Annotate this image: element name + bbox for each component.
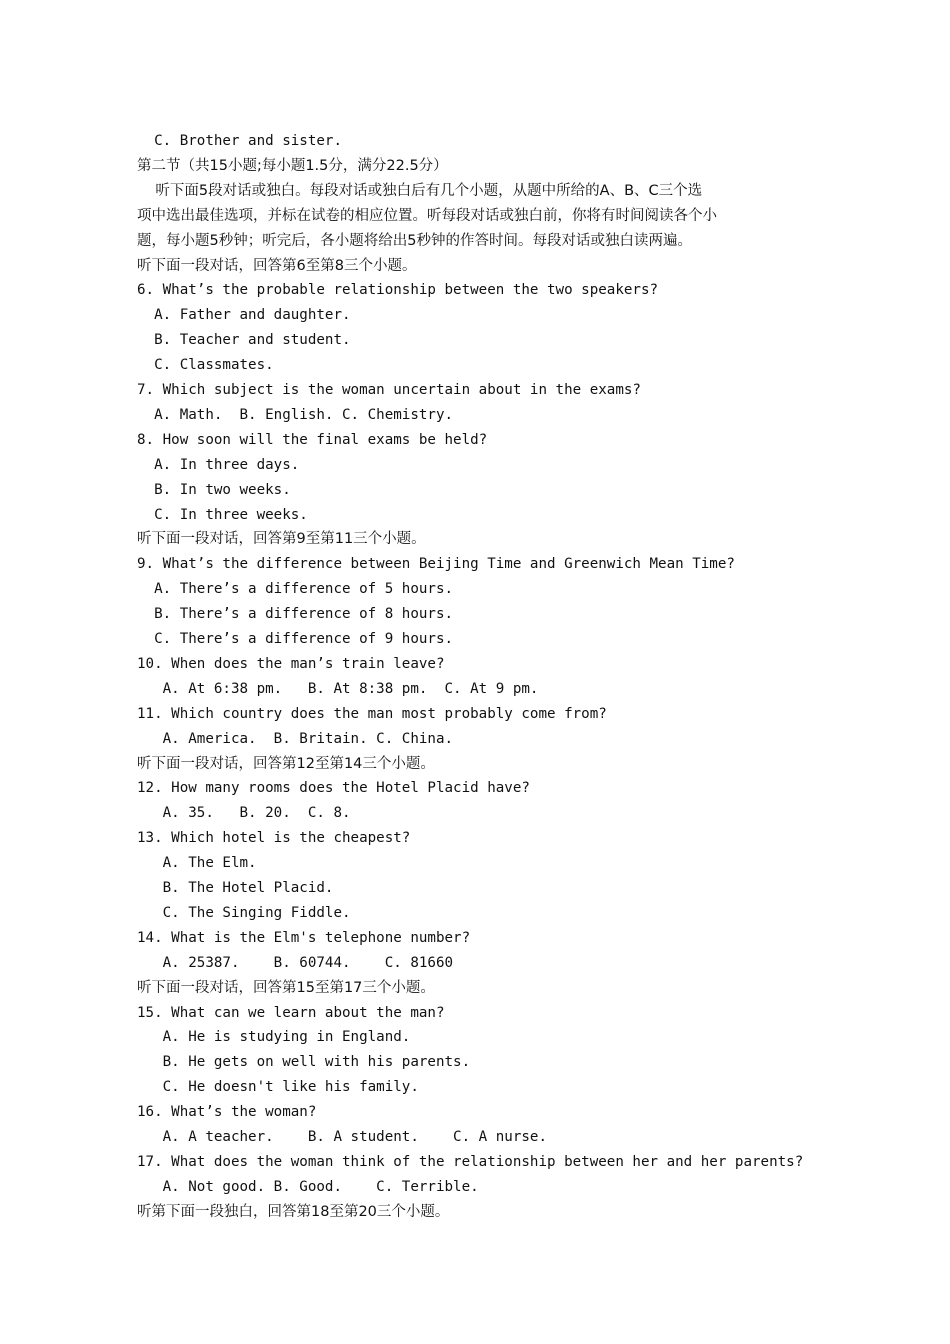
text-line: 听下面一段对话，回答第12至第14三个小题。: [137, 755, 435, 772]
text-line: A. America. B. Britain. C. China.: [137, 730, 454, 747]
text-line: A. At 6:38 pm. B. At 8:38 pm. C. At 9 pm.: [137, 680, 539, 697]
text-line: 15. What can we learn about the man?: [137, 1004, 445, 1021]
text-line: B. In two weeks.: [137, 481, 291, 498]
text-line: 16. What’s the woman?: [137, 1104, 317, 1121]
text-line: 12. How many rooms does the Hotel Placid have?: [137, 780, 530, 797]
text-line: C. Brother and sister.: [137, 133, 342, 149]
text-line: A. The Elm.: [137, 855, 257, 872]
text-line: 听下面一段对话，回答第6至第8三个小题。: [137, 257, 417, 274]
text-line: C. The Singing Fiddle.: [137, 904, 351, 921]
text-line: 听下面一段对话，回答第9至第11三个小题。: [137, 531, 426, 548]
text-line: 第二节（共15小题;每小题1.5分，满分22.5分）: [137, 157, 448, 174]
text-line: 项中选出最佳选项，并标在试卷的相应位置。听每段对话或独白前，你将有时间阅读各个小: [137, 207, 717, 224]
text-line: 13. Which hotel is the cheapest?: [137, 830, 411, 847]
text-line: B. He gets on well with his parents.: [137, 1054, 471, 1071]
text-line: 听下面5段对话或独白。每段对话或独白后有几个小题，从题中所给的A、B、C三个选: [137, 182, 703, 199]
text-line: A. Not good. B. Good. C. Terrible.: [137, 1178, 479, 1195]
text-line: 题，每小题5秒钟；听完后，各小题将给出5秒钟的作答时间。每段对话或独白读两遍。: [137, 232, 692, 249]
text-line: 6. What’s the probable relationship between the two speakers?: [137, 282, 659, 299]
text-line: A. 35. B. 20. C. 8.: [137, 805, 351, 822]
text-line: A. Math. B. English. C. Chemistry.: [137, 406, 454, 423]
text-line: A. In three days.: [137, 456, 300, 473]
text-line: 听下面一段对话，回答第15至第17三个小题。: [137, 979, 435, 996]
text-line: 7. Which subject is the woman uncertain about in the exams?: [137, 382, 641, 398]
text-line: A. A teacher. B. A student. C. A nurse.: [137, 1129, 547, 1145]
text-line: B. There’s a difference of 8 hours.: [137, 606, 454, 623]
text-line: 14. What is the Elm's telephone number?: [137, 929, 471, 946]
text-line: B. Teacher and student.: [137, 332, 351, 349]
text-line: 10. When does the man’s train leave?: [137, 655, 445, 672]
text-line: 17. What does the woman think of the relationship between her and her parents?: [137, 1153, 804, 1170]
text-line: C. There’s a difference of 9 hours.: [137, 631, 454, 647]
text-line: 听第下面一段独白，回答第18至第20三个小题。: [137, 1203, 450, 1220]
text-line: 11. Which country does the man most probably come from?: [137, 705, 607, 722]
text-line: C. In three weeks.: [137, 506, 308, 523]
text-line: A. He is studying in England.: [137, 1029, 411, 1046]
text-line: C. He doesn't like his family.: [137, 1079, 419, 1096]
text-line: 9. What’s the difference between Beijing Time and Greenwich Mean Time?: [137, 556, 735, 573]
text-line: 8. How soon will the final exams be held?: [137, 431, 488, 448]
text-line: A. Father and daughter.: [137, 307, 351, 324]
text-line: A. There’s a difference of 5 hours.: [137, 581, 454, 598]
text-line: C. Classmates.: [137, 357, 274, 374]
text-line: A. 25387. B. 60744. C. 81660: [137, 954, 454, 971]
text-line: B. The Hotel Placid.: [137, 880, 334, 896]
